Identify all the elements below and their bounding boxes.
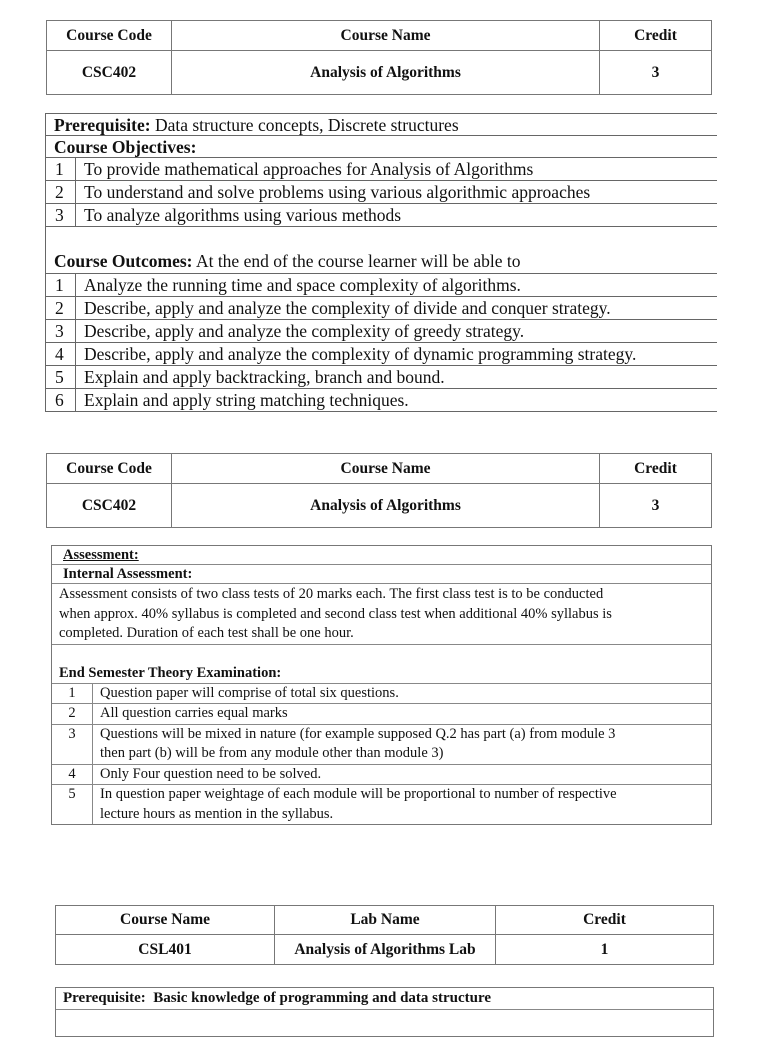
header-course-name: Course Name [56,906,275,935]
outcomes-intro: At the end of the course learner will be able to [195,251,521,271]
header-course-name: Course Name [172,454,600,484]
outcome-row [46,343,717,366]
objective-text: To analyze algorithms using various methods [84,205,402,225]
lab-credit: 1 [496,935,714,965]
outcome-text: Analyze the running time and space complexity of algorithms. [84,275,521,295]
prerequisite-text: Data structure concepts, Discrete structures [154,115,459,135]
outcome-row [46,297,717,320]
internal-line: Assessment consists of two class tests of 20 marks each. The first class test is to be conducted [59,586,604,602]
objective-text: To provide mathematical approaches for Analysis of Algorithms [84,159,534,179]
objective-row [46,158,717,181]
objectives-title [46,136,717,158]
course-code: CSC402 [47,484,172,528]
outcome-row [46,366,717,389]
syllabus-details [45,113,717,412]
internal-line: completed. Duration of each test shall be one hour. [59,625,354,641]
exam-rule-number: 1 [52,684,93,704]
outcome-row [46,389,717,412]
course-credit: 3 [600,51,712,95]
exam-rule-text [93,725,615,764]
course-name: Analysis of Algorithms [172,484,600,528]
objective-number: 3 [46,204,76,226]
exam-rule-text: Only Four question need to be solved. [100,765,322,782]
outcomes-title [46,227,717,274]
outcome-text: Explain and apply string matching techniques. [84,390,409,410]
exam-rule-row [52,703,711,724]
objective-number: 1 [46,158,76,180]
header-course-name: Course Name [172,21,600,51]
exam-rule-text: Question paper will comprise of total six questions. [100,684,399,701]
course-name: Analysis of Algorithms [172,51,600,95]
header-lab-name: Lab Name [275,906,496,935]
exam-rule-line: then part (b) will be from any module other than module 3) [100,745,444,761]
objectives-title-text: Course Objectives: [54,137,197,157]
outcome-number: 3 [46,320,76,342]
header-course-code: Course Code [47,454,172,484]
lab-prerequisite-line [56,988,713,1010]
outcome-text: Describe, apply and analyze the complexity of divide and conquer strategy. [84,298,611,318]
exam-rule-text [93,785,617,824]
outcome-text: Describe, apply and analyze the complexity of greedy strategy. [84,321,525,341]
exam-rule-number: 3 [52,725,93,764]
exam-rule-row [52,724,711,764]
outcome-row [46,320,717,343]
outcome-number: 2 [46,297,76,319]
objective-row [46,204,717,227]
exam-rule-row [52,764,711,785]
assessment-title-text: Assessment: [63,547,139,563]
header-credit: Credit [600,21,712,51]
exam-rule-line: lecture hours as mention in the syllabus. [100,805,334,822]
assessment-block [51,545,712,825]
exam-rule-row [52,784,711,824]
course-code: CSC402 [47,51,172,95]
lab-prerequisite-text: Basic knowledge of programming and data structure [153,990,492,1006]
course-credit: 3 [600,484,712,528]
exam-rule-number: 4 [52,765,93,785]
exam-rule-number: 5 [52,785,93,824]
outcomes-title-text: Course Outcomes: [54,251,193,271]
outcome-number: 5 [46,366,76,388]
outcome-number: 4 [46,343,76,365]
outcome-row [46,274,717,297]
header-credit: Credit [496,906,714,935]
exam-rule-row [52,683,711,704]
outcome-number: 6 [46,389,76,411]
course-table-2 [46,453,712,528]
internal-line: when approx. 40% syllabus is completed and second class test when additional 40% syllabus is [59,605,612,622]
lab-table [55,905,714,965]
outcome-number: 1 [46,274,76,296]
assessment-title [52,546,711,565]
exam-rule-number: 2 [52,704,93,724]
internal-assessment-title: Internal Assessment: [52,565,711,584]
prerequisite-line [46,114,717,136]
objective-row [46,181,717,204]
lab-prerequisite-label: Prerequisite: [63,990,146,1006]
end-sem-title: End Semester Theory Examination: [52,644,711,683]
outcome-text: Describe, apply and analyze the complexity of dynamic programming strategy. [84,344,637,364]
lab-course-code: CSL401 [56,935,275,965]
objective-number: 2 [46,181,76,203]
course-table-1 [46,20,712,95]
exam-rule-text: All question carries equal marks [100,705,288,721]
exam-rule-line: Questions will be mixed in nature (for example supposed Q.2 has part (a) from module 3 [100,725,616,742]
outcome-text: Explain and apply backtracking, branch and bound. [84,367,445,387]
exam-rule-line: In question paper weightage of each module will be proportional to number of respective [100,786,617,802]
lab-prerequisite-box [55,987,714,1037]
objective-text: To understand and solve problems using various algorithmic approaches [84,182,591,202]
header-credit: Credit [600,454,712,484]
lab-name: Analysis of Algorithms Lab [275,935,496,965]
internal-assessment-text [52,584,711,644]
header-course-code: Course Code [47,21,172,51]
prerequisite-label: Prerequisite: [54,115,151,135]
